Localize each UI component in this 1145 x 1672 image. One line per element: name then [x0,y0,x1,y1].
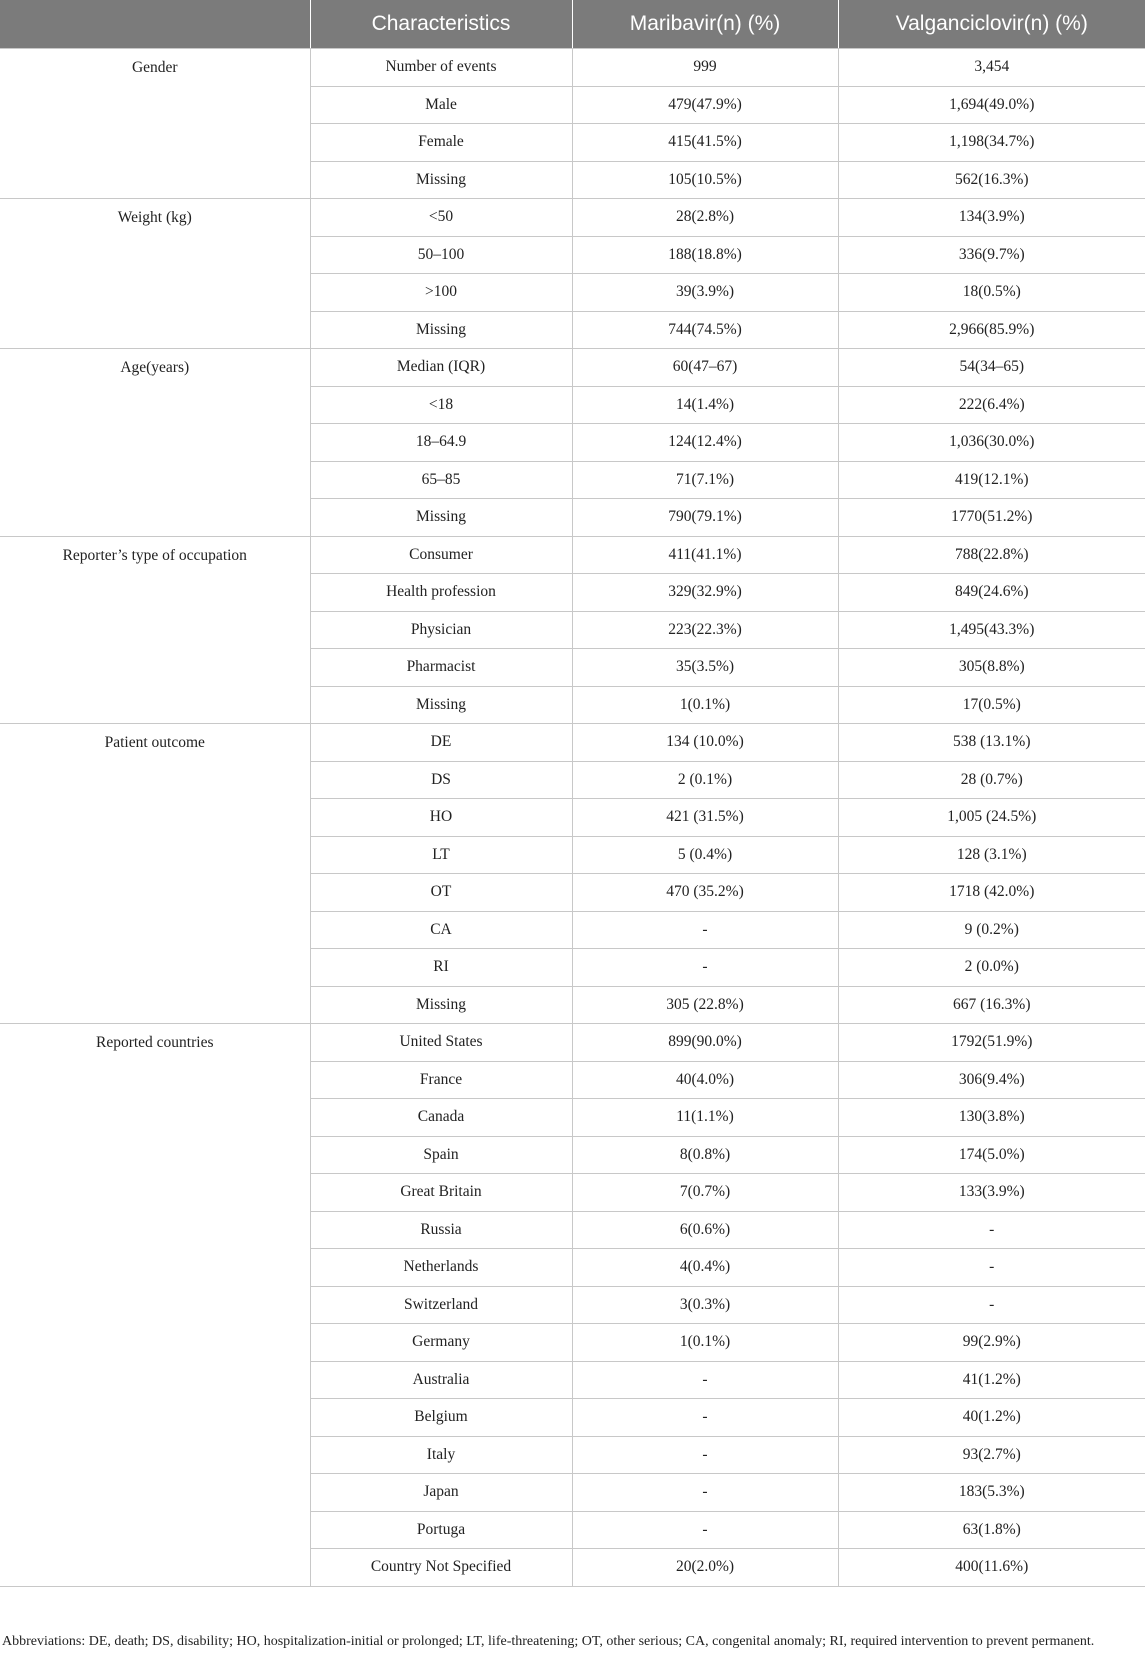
row-item: Spain [310,1136,572,1174]
row-item: Number of events [310,49,572,87]
maribavir-value: 134 (10.0%) [572,724,838,762]
maribavir-value: 14(1.4%) [572,386,838,424]
maribavir-value: 999 [572,49,838,87]
maribavir-value: 105(10.5%) [572,161,838,199]
valganciclovir-value: 2,966(85.9%) [838,311,1145,349]
maribavir-value: 4(0.4%) [572,1249,838,1287]
valganciclovir-value: 562(16.3%) [838,161,1145,199]
maribavir-value: 5 (0.4%) [572,836,838,874]
valganciclovir-value: 54(34–65) [838,349,1145,387]
header-characteristics-sub: Characteristics [310,0,572,49]
maribavir-value: 899(90.0%) [572,1024,838,1062]
maribavir-value: 28(2.8%) [572,199,838,237]
row-item: Missing [310,499,572,537]
maribavir-value: 470 (35.2%) [572,874,838,912]
group-label: Gender [0,49,310,199]
table-row [0,49,1145,87]
row-item: Missing [310,161,572,199]
row-item: >100 [310,274,572,312]
row-item: Italy [310,1436,572,1474]
valganciclovir-value: 3,454 [838,49,1145,87]
valganciclovir-value: 17(0.5%) [838,686,1145,724]
valganciclovir-value: 788(22.8%) [838,536,1145,574]
row-item: Netherlands [310,1249,572,1287]
maribavir-value: 20(2.0%) [572,1549,838,1587]
table-row [0,536,1145,574]
row-item: <18 [310,386,572,424]
valganciclovir-value: 2 (0.0%) [838,949,1145,987]
row-item: Health profession [310,574,572,612]
maribavir-value: 744(74.5%) [572,311,838,349]
valganciclovir-value: 1770(51.2%) [838,499,1145,537]
maribavir-value: 790(79.1%) [572,499,838,537]
maribavir-value: - [572,1511,838,1549]
valganciclovir-value: 93(2.7%) [838,1436,1145,1474]
table-body [0,49,1145,1587]
row-item: HO [310,799,572,837]
valganciclovir-value: 1,198(34.7%) [838,124,1145,162]
valganciclovir-value: 1,495(43.3%) [838,611,1145,649]
maribavir-value: 124(12.4%) [572,424,838,462]
row-item: United States [310,1024,572,1062]
valganciclovir-value: 538 (13.1%) [838,724,1145,762]
header-maribavir: Maribavir(n) (%) [572,0,838,49]
maribavir-value: 40(4.0%) [572,1061,838,1099]
maribavir-value: 421 (31.5%) [572,799,838,837]
row-item: Missing [310,686,572,724]
row-item: OT [310,874,572,912]
valganciclovir-value: 419(12.1%) [838,461,1145,499]
group-label: Reported countries [0,1024,310,1587]
valganciclovir-value: - [838,1211,1145,1249]
header-row [0,0,1145,49]
row-item: Russia [310,1211,572,1249]
valganciclovir-value: - [838,1249,1145,1287]
maribavir-value: 2 (0.1%) [572,761,838,799]
row-item: CA [310,911,572,949]
maribavir-value: 11(1.1%) [572,1099,838,1137]
valganciclovir-value: 130(3.8%) [838,1099,1145,1137]
row-item: France [310,1061,572,1099]
valganciclovir-value: 1,694(49.0%) [838,86,1145,124]
row-item: Consumer [310,536,572,574]
maribavir-value: 329(32.9%) [572,574,838,612]
maribavir-value: 35(3.5%) [572,649,838,687]
valganciclovir-value: 99(2.9%) [838,1324,1145,1362]
row-item: RI [310,949,572,987]
valganciclovir-value: 134(3.9%) [838,199,1145,237]
maribavir-value: - [572,1474,838,1512]
row-item: Great Britain [310,1174,572,1212]
maribavir-value: 7(0.7%) [572,1174,838,1212]
row-item: Australia [310,1361,572,1399]
valganciclovir-value: 63(1.8%) [838,1511,1145,1549]
maribavir-value: 415(41.5%) [572,124,838,162]
valganciclovir-value: 1,036(30.0%) [838,424,1145,462]
valganciclovir-value: 28 (0.7%) [838,761,1145,799]
row-item: Switzerland [310,1286,572,1324]
valganciclovir-value: 133(3.9%) [838,1174,1145,1212]
row-item: Missing [310,986,572,1024]
row-item: Female [310,124,572,162]
table-row [0,199,1145,237]
row-item: 50–100 [310,236,572,274]
maribavir-value: 305 (22.8%) [572,986,838,1024]
row-item: Median (IQR) [310,349,572,387]
table-row [0,1024,1145,1062]
row-item: Canada [310,1099,572,1137]
valganciclovir-value: 128 (3.1%) [838,836,1145,874]
abbreviations-footnote: Abbreviations: DE, death; DS, disability; HO, hospitalization-initial or prolonged; LT, life-threatening; OT, other serious; CA, congenital anomaly; RI, required intervention to prevent permanent. [2,1634,1095,1649]
maribavir-value: 223(22.3%) [572,611,838,649]
valganciclovir-value: 18(0.5%) [838,274,1145,312]
maribavir-value: 1(0.1%) [572,1324,838,1362]
valganciclovir-value: 174(5.0%) [838,1136,1145,1174]
maribavir-value: 71(7.1%) [572,461,838,499]
table-row [0,349,1145,387]
table-row [0,724,1145,762]
maribavir-value: - [572,1399,838,1437]
row-item: Missing [310,311,572,349]
row-item: Portuga [310,1511,572,1549]
row-item: 65–85 [310,461,572,499]
maribavir-value: 479(47.9%) [572,86,838,124]
valganciclovir-value: 40(1.2%) [838,1399,1145,1437]
valganciclovir-value: 9 (0.2%) [838,911,1145,949]
valganciclovir-value: 305(8.8%) [838,649,1145,687]
table-header [0,0,1145,49]
row-item: <50 [310,199,572,237]
maribavir-value: - [572,1361,838,1399]
valganciclovir-value: 1718 (42.0%) [838,874,1145,912]
row-item: Germany [310,1324,572,1362]
row-item: 18–64.9 [310,424,572,462]
valganciclovir-value: 306(9.4%) [838,1061,1145,1099]
group-label: Weight (kg) [0,199,310,349]
row-item: Country Not Specified [310,1549,572,1587]
row-item: Belgium [310,1399,572,1437]
valganciclovir-value: - [838,1286,1145,1324]
group-label: Age(years) [0,349,310,537]
maribavir-value: - [572,949,838,987]
valganciclovir-value: 41(1.2%) [838,1361,1145,1399]
maribavir-value: - [572,1436,838,1474]
maribavir-value: 188(18.8%) [572,236,838,274]
row-item: Male [310,86,572,124]
group-label: Patient outcome [0,724,310,1024]
header-group-blank [0,0,310,49]
maribavir-value: 39(3.9%) [572,274,838,312]
valganciclovir-value: 667 (16.3%) [838,986,1145,1024]
valganciclovir-value: 849(24.6%) [838,574,1145,612]
maribavir-value: 1(0.1%) [572,686,838,724]
maribavir-value: - [572,911,838,949]
row-item: Pharmacist [310,649,572,687]
row-item: Japan [310,1474,572,1512]
row-item: DE [310,724,572,762]
row-item: DS [310,761,572,799]
valganciclovir-value: 400(11.6%) [838,1549,1145,1587]
valganciclovir-value: 1792(51.9%) [838,1024,1145,1062]
maribavir-value: 411(41.1%) [572,536,838,574]
maribavir-value: 3(0.3%) [572,1286,838,1324]
valganciclovir-value: 183(5.3%) [838,1474,1145,1512]
valganciclovir-value: 222(6.4%) [838,386,1145,424]
valganciclovir-value: 1,005 (24.5%) [838,799,1145,837]
maribavir-value: 8(0.8%) [572,1136,838,1174]
header-valganciclovir: Valganciclovir(n) (%) [838,0,1145,49]
row-item: LT [310,836,572,874]
maribavir-value: 60(47–67) [572,349,838,387]
valganciclovir-value: 336(9.7%) [838,236,1145,274]
row-item: Physician [310,611,572,649]
group-label: Reporter’s type of occupation [0,536,310,724]
maribavir-value: 6(0.6%) [572,1211,838,1249]
